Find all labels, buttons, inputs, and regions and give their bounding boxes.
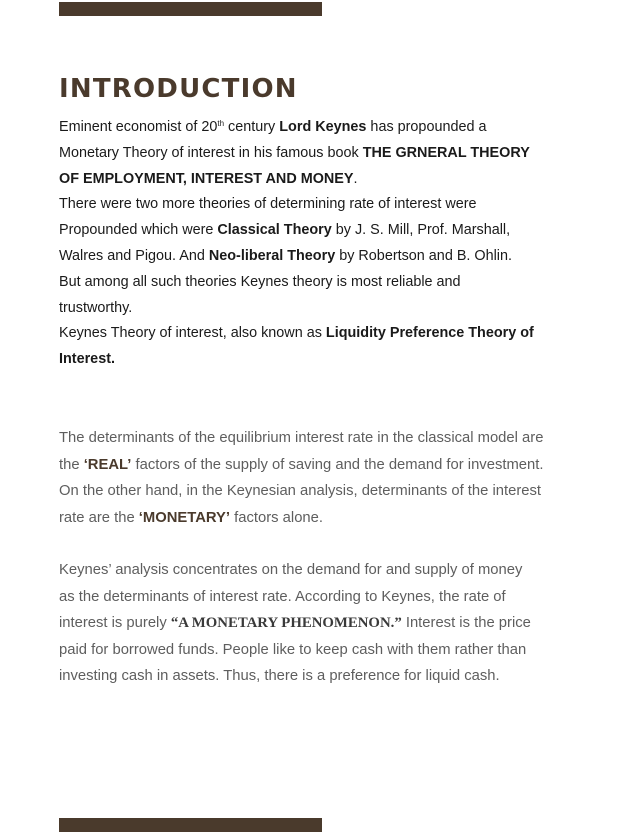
intro-line-3: OF EMPLOYMENT, INTEREST AND MONEY. [59, 170, 358, 187]
para1-line-1: The determinants of the equilibrium interest rate in the classical model are [59, 430, 544, 446]
intro-line-10 [59, 347, 599, 373]
monetary-factors-emphasis: ‘MONETARY’ [138, 509, 231, 526]
liquidity-preference-emphasis-end: Interest. [59, 351, 115, 368]
para1-line-3: On the other hand, in the Keynesian analysis, determinants of the interest [59, 483, 542, 499]
intro-line-7: But among all such theories Keynes theory is most reliable and [59, 273, 461, 290]
intro-line-5: Propounded which were Classical Theory by J. S. Mill, Prof. Marshall, [59, 222, 511, 239]
keynes-analysis-paragraph [59, 557, 619, 690]
page-title: INTRODUCTION [59, 74, 298, 104]
para2-line-1: Keynes’ analysis concentrates on the demand for and supply of money [59, 562, 523, 578]
book-title-part-1: THE GRNERAL THEORY [362, 144, 530, 161]
neo-liberal-theory-emphasis: Neo-liberal Theory [208, 247, 336, 264]
book-title-part-2: OF EMPLOYMENT, INTEREST AND MONEY [59, 170, 354, 187]
classical-theory-emphasis: Classical Theory [217, 222, 332, 239]
classical-vs-keynesian-paragraph [59, 425, 619, 531]
ordinal-superscript: th [217, 119, 225, 128]
para2-line-3: interest is purely “A MONETARY PHENOMENON.” Interest is the price [59, 615, 531, 631]
monetary-phenomenon-emphasis: “A MONETARY PHENOMENON.” [170, 615, 402, 631]
top-decorative-bar [59, 2, 322, 16]
para2-line-5: investing cash in assets. Thus, there is a preference for liquid cash. [59, 668, 500, 684]
lord-keynes-emphasis: Lord Keynes [279, 119, 367, 135]
para2-line-4: paid for borrowed funds. People like to keep cash with them rather than [59, 641, 527, 658]
intro-line-8: trustworthy. [59, 299, 133, 316]
bottom-decorative-bar [59, 818, 322, 832]
intro-line-9: Keynes Theory of interest, also known as Liquidity Preference Theory of [59, 325, 534, 342]
intro-line-1: Eminent economist of 20th century Lord Keynes has propounded a [59, 119, 487, 135]
para1-line-2: the ‘REAL’ factors of the supply of saving and the demand for investment. [59, 456, 544, 473]
intro-line-2: Monetary Theory of interest in his famous book THE GRNERAL THEORY [59, 144, 530, 161]
liquidity-preference-emphasis: Liquidity Preference Theory of [325, 325, 534, 342]
para1-line-4: rate are the ‘MONETARY’ factors alone. [59, 509, 323, 526]
para2-line-2: as the determinants of interest rate. According to Keynes, the rate of [59, 588, 506, 605]
real-factors-emphasis: ‘REAL’ [83, 456, 132, 473]
intro-line-6: Walres and Pigou. And Neo-liberal Theory by Robertson and B. Ohlin. [59, 247, 513, 264]
intro-line-4: There were two more theories of determining rate of interest were [59, 196, 477, 213]
intro-section [59, 115, 599, 373]
